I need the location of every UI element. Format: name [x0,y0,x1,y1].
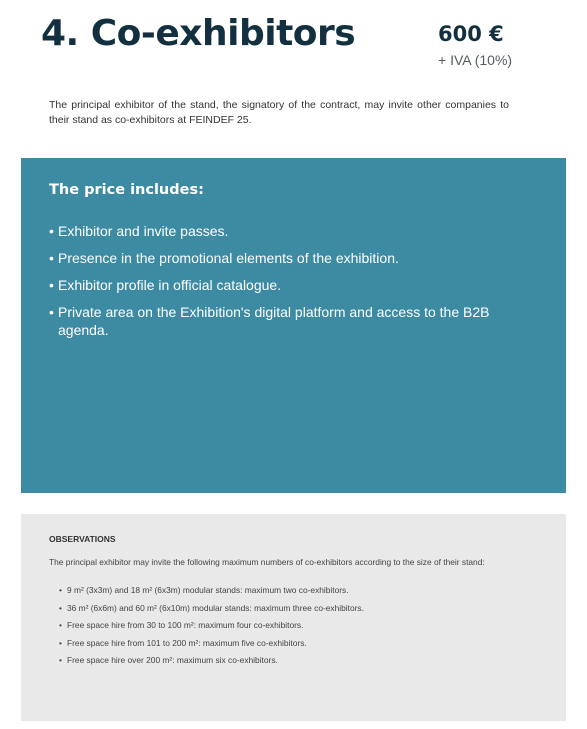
list-item: • Free space hire from 30 to 100 m²: maximum four co-exhibitors. [59,620,364,631]
observations-panel [21,514,566,721]
list-item: • 9 m² (3x3m) and 18 m² (6x3m) modular stands: maximum two co-exhibitors. [59,585,364,596]
list-item: • Exhibitor profile in official catalogue. [49,276,529,294]
page-title: 4. Co-exhibitors [41,13,356,54]
tax-note: + IVA (10%) [438,52,513,68]
observations-list [59,585,364,673]
price-includes-panel [21,158,566,493]
price-includes-list [49,222,529,348]
observations-title: OBSERVATIONS [49,534,116,544]
intro-paragraph: The principal exhibitor of the stand, the signatory of the contract, may invite other companies to their stand as co-exhibitors at FEINDEF 25. [49,99,509,126]
list-item: • Free space hire over 200 m²: maximum six co-exhibitors. [59,655,364,666]
list-item: • Private area on the Exhibition's digital platform and access to the B2B agenda. [49,303,529,339]
list-item: • Free space hire from 101 to 200 m²: maximum five co-exhibitors. [59,638,364,649]
observations-text: The principal exhibitor may invite the following maximum numbers of co-exhibitors according to the size of their stand: [49,557,485,567]
list-item: • Presence in the promotional elements of the exhibition. [49,249,529,267]
price-amount: 600 € [438,22,504,46]
list-item: • 36 m² (6x6m) and 60 m² (6x10m) modular stands: maximum three co-exhibitors. [59,603,364,614]
list-item: • Exhibitor and invite passes. [49,222,529,240]
price-includes-title: The price includes: [49,182,204,198]
